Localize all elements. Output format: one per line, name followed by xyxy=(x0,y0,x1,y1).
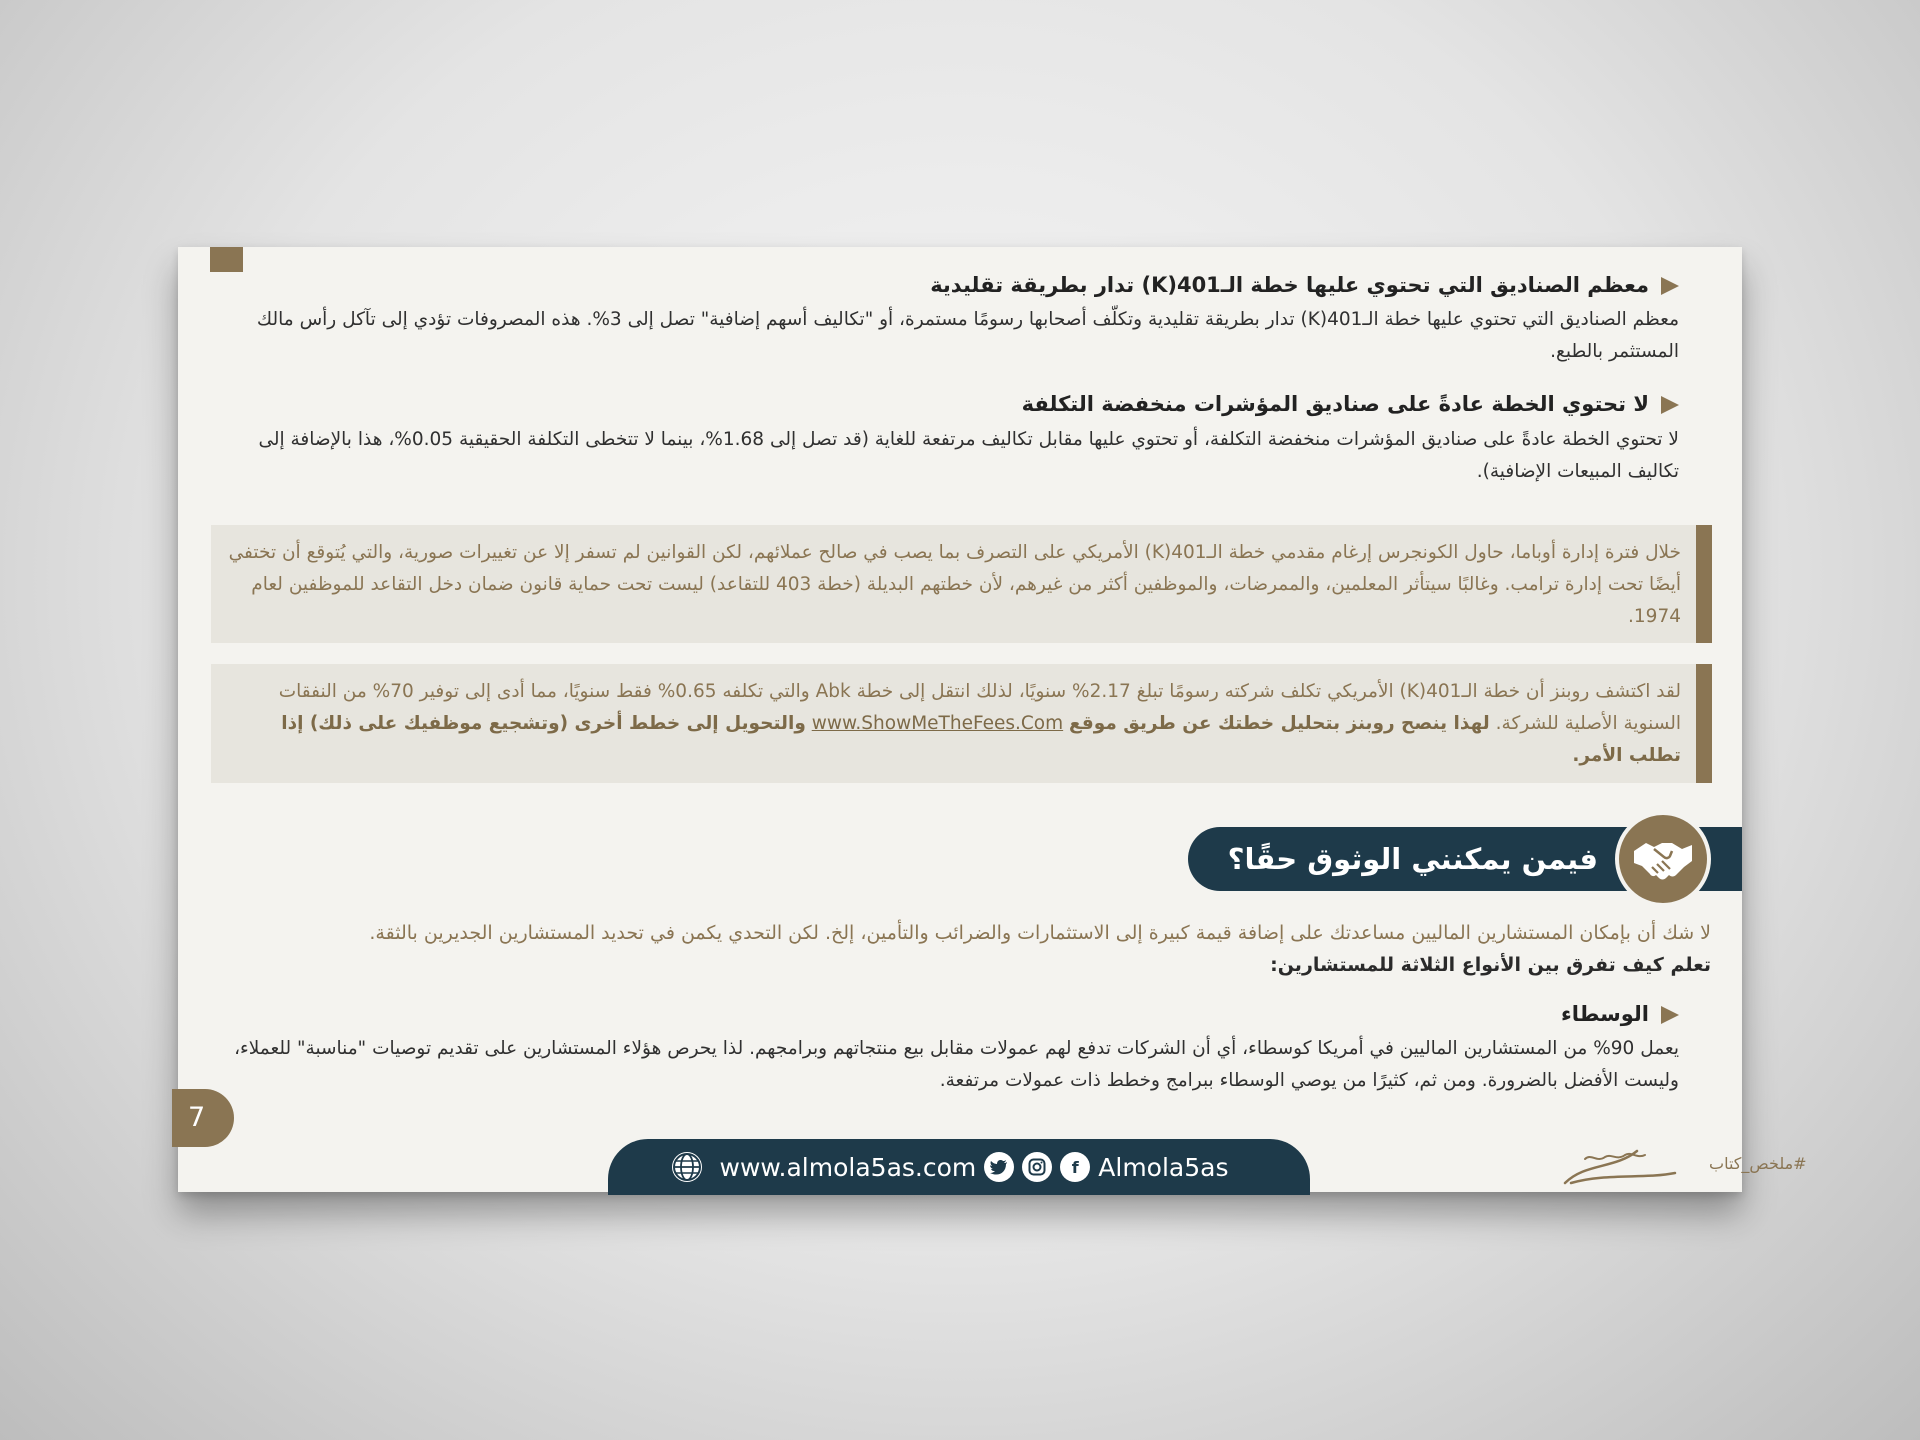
content-top xyxy=(211,271,1679,488)
brokers-section xyxy=(211,1000,1679,1097)
corner-square xyxy=(210,247,243,272)
heading-item-1 xyxy=(211,271,1679,300)
section-title: فيمن يمكنني الوثوق حقًا؟ xyxy=(1227,842,1598,876)
heading-brokers xyxy=(211,1000,1679,1029)
handshake-svg xyxy=(1632,837,1694,881)
page-number: 7 xyxy=(188,1102,206,1133)
intro-text: لا شك أن بإمكان المستشارين الماليين مساعدتك على إضافة قيمة كبيرة إلى الاستثمارات والضرائب والتأمين، إلخ. لكن التحدي يكمن في تحديد المستشارين الجديرين بالثقة. xyxy=(369,922,1711,944)
signature-text: #ملخص_كتاب xyxy=(1709,1154,1807,1173)
footer-brand[interactable]: Almola5as xyxy=(1098,1152,1229,1182)
handshake-icon xyxy=(1615,811,1711,907)
paragraph-item-2: لا تحتوي الخطة عادةً على صناديق المؤشرات منخفضة التكلفة، أو تحتوي عليها مقابل تكاليف مرتفعة للغاية (قد تصل إلى 1.68%، بينما لا تتخطى التكلفة الحقيقية 0.05%، هذا بالإضافة إلى تكاليف المبيعات الإضافية). xyxy=(258,428,1679,482)
quote-box-2 xyxy=(211,664,1712,783)
footer-website[interactable]: www.almola5as.com xyxy=(719,1152,977,1182)
triangle-bullet-icon xyxy=(1661,1006,1679,1024)
quote-box-1 xyxy=(211,525,1712,643)
triangle-bullet-icon xyxy=(1661,277,1679,295)
page-number-tab xyxy=(172,1089,234,1147)
signature-logo xyxy=(1545,1133,1807,1185)
paragraph-brokers: يعمل 90% من المستشارين الماليين في أمريكا كوسطاء، أي أن الشركات تدفع لهم عمولات مقابل بيع منتجاتهم وبرامجهم. لذا يحرص هؤلاء المستشارين على تقديم توصيات "مناسبة" للعملاء، وليست الأفضل بالضرورة. ومن ثم، كثيرًا من يوصي الوسطاء ببرامج وخطط ذات عمولات مرتفعة. xyxy=(234,1038,1679,1092)
triangle-bullet-icon xyxy=(1661,396,1679,414)
heading-item-2-text: لا تحتوي الخطة عادةً على صناديق المؤشرات منخفضة التكلفة xyxy=(1021,392,1649,417)
footer-bar xyxy=(608,1139,1310,1195)
instagram-icon[interactable] xyxy=(1022,1152,1052,1182)
heading-item-1-text: معظم الصناديق التي تحتوي عليها خطة الـ401(K) تدار بطريقة تقليدية xyxy=(930,273,1649,297)
facebook-icon[interactable]: f xyxy=(1060,1152,1090,1182)
heading-brokers-text: الوسطاء xyxy=(1561,1002,1649,1026)
globe-icon[interactable] xyxy=(672,1152,702,1182)
quote-2-bold-after: والتحويل إلى خطط أخرى (وتشجيع موظفيك على ذلك) إذا تطلب الأمر. xyxy=(281,713,1681,766)
quote-2-bold-before: لهذا ينصح روبنز بتحليل خطتك عن طريق موقع xyxy=(1069,713,1490,734)
showmethefees-link[interactable]: www.ShowMeTheFees.Com xyxy=(811,713,1064,734)
paragraph-item-1: معظم الصناديق التي تحتوي عليها خطة الـ401(K) تدار بطريقة تقليدية وتكلّف أصحابها رسومًا مستمرة، أو "تكاليف أسهم إضافية" تصل إلى 3%. هذه المصروفات تؤدي إلى تآكل رأس مالك المستثمر بالطبع. xyxy=(256,309,1679,363)
quote-1-text: خلال فترة إدارة أوباما، حاول الكونجرس إرغام مقدمي خطة الـ401(K) الأمريكي على التصرف بما يصب في صالح عملائهم، لكن القوانين لم تسفر إلا عن تغييرات صورية، والتي يُتوقع أن تختفي أيضًا تحت إدارة ترامب. وغالبًا سيتأثر المعلمين، والممرضات، والموظفين أكثر من غيرهم، لأن خطتهم البديلة (خطة 403 للتقاعد) ليست تحت حماية قانون ضمان دخل التقاعد للموظفين لعام 1974. xyxy=(228,542,1681,627)
document-page xyxy=(178,247,1807,1192)
heading-item-2 xyxy=(211,390,1679,419)
twitter-icon[interactable] xyxy=(984,1152,1014,1182)
intro-paragraph xyxy=(211,917,1711,981)
quote-2-text: لقد اكتشف روبنز أن خطة الـ401(K) الأمريكي تكلف شركته رسومًا تبلغ 2.17% سنويًا، لذلك انتقل إلى خطة Abk والتي تكلفه 0.65% فقط سنويًا، مما أدى إلى توفير 70% من النفقات السنوية الأصلية للشركة. xyxy=(278,681,1681,734)
intro-lead: تعلم كيف تفرق بين الأنواع الثلاثة للمستشارين: xyxy=(1270,954,1711,976)
